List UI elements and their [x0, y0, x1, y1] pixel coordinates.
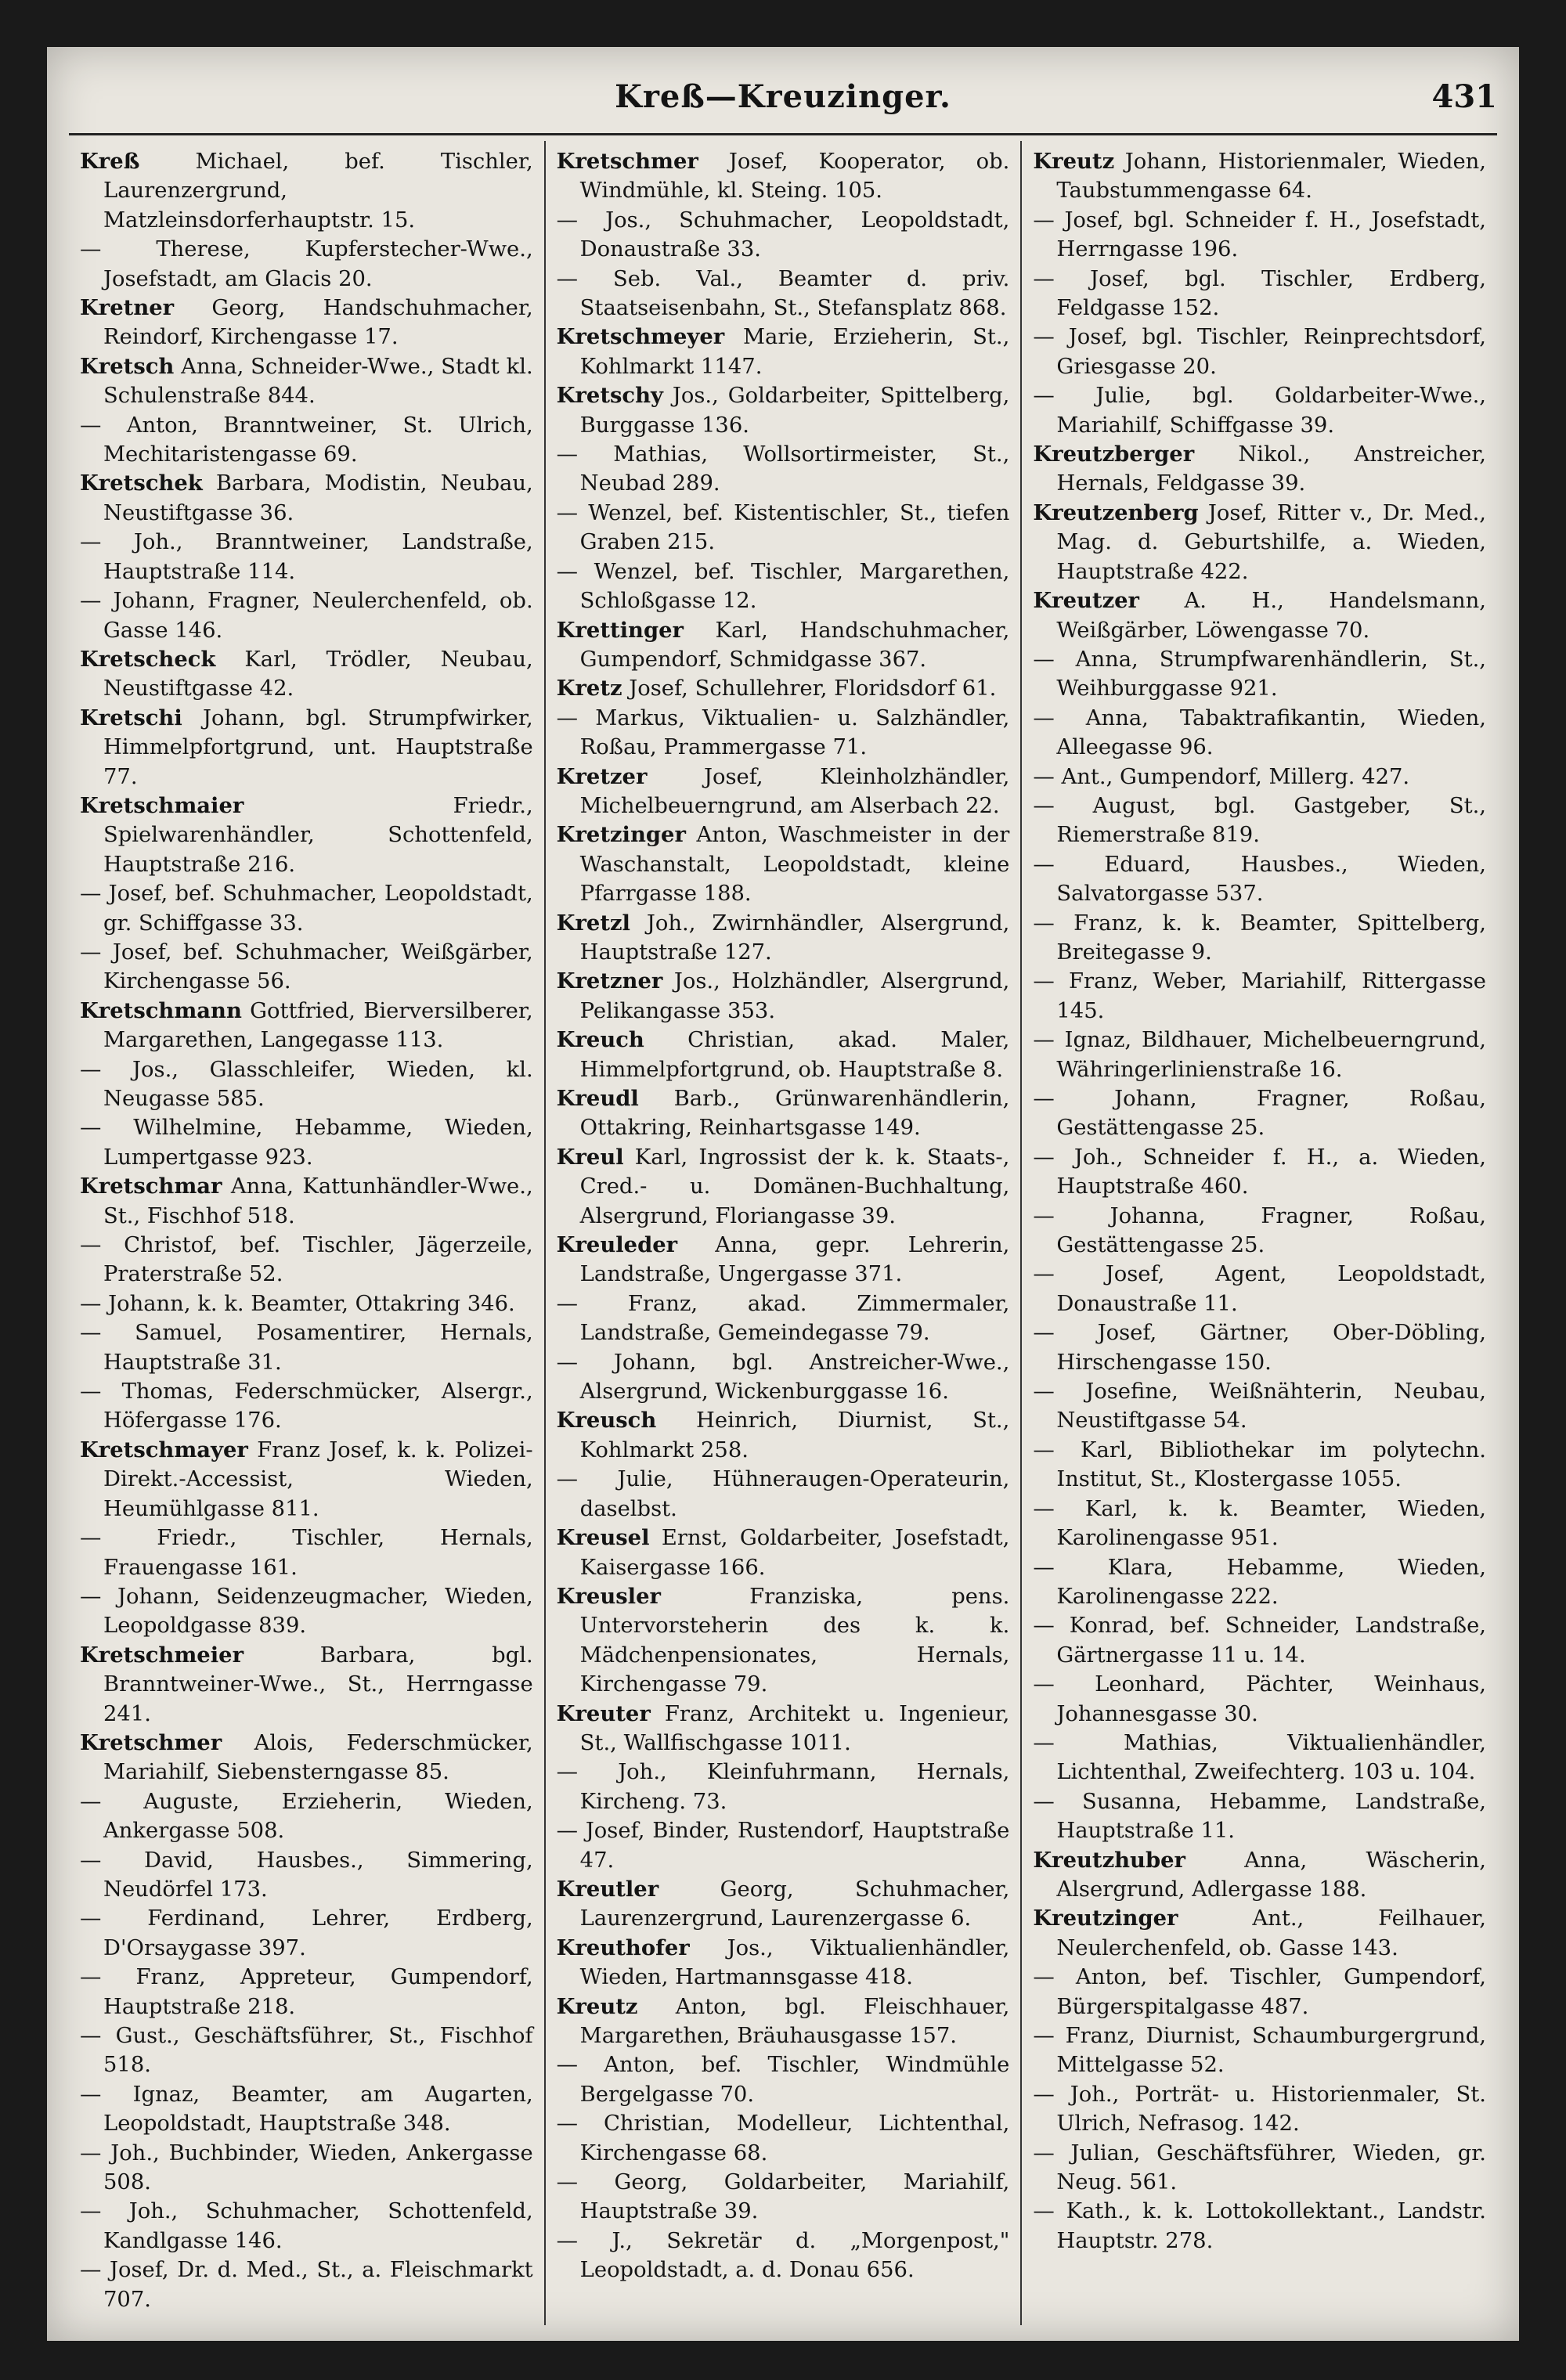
entry-surname: Kreutzberger — [1033, 442, 1195, 467]
entry-details: — Gust., Geschäftsführer, St., Fischhof 518. — [80, 2024, 533, 2078]
entry-details: — Josef, bgl. Schneider f. H., Josefstadt, Herrngasse 196. — [1033, 207, 1487, 262]
directory-entry — [80, 411, 533, 470]
entry-details: — Jos., Glasschleifer, Wieden, kl. Neugasse 585. — [80, 1057, 533, 1111]
entry-details: Jos., Goldarbeiter, Spittelberg, Burggasse 136. — [579, 384, 1010, 438]
entry-details: Barb., Grünwarenhändlerin, Ottakring, Reinhartsgasse 149. — [579, 1087, 1010, 1141]
directory-entry — [557, 1406, 1010, 1465]
directory-entry — [1033, 967, 1486, 1026]
directory-entry — [557, 265, 1010, 323]
directory-entry — [557, 381, 1010, 440]
directory-entry — [557, 704, 1010, 763]
entry-details: — Josef, Agent, Leopoldstadt, Donaustraße 11. — [1033, 1262, 1487, 1316]
entry-details: Heinrich, Diurnist, St., Kohlmarkt 258. — [579, 1408, 1010, 1462]
directory-entry — [557, 967, 1010, 1026]
directory-entry — [1033, 2197, 1486, 2256]
directory-entry — [557, 2050, 1010, 2109]
entry-details: — Josef, Gärtner, Ober-Döbling, Hirschengasse 150. — [1033, 1321, 1487, 1375]
entry-surname: Kreuleder — [556, 1232, 678, 1258]
directory-entry — [80, 1963, 533, 2021]
directory-column-1 — [69, 141, 544, 2325]
directory-entry — [80, 879, 533, 938]
entry-details: — Franz, Weber, Mariahilf, Rittergasse 145. — [1033, 969, 1487, 1023]
directory-entry — [557, 1524, 1010, 1582]
entry-details: — David, Hausbes., Simmering, Neudörfel 173. — [80, 1848, 533, 1902]
directory-entry — [557, 1816, 1010, 1875]
entry-surname: Kretz — [556, 676, 622, 701]
entry-details: Josef, Schullehrer, Floridsdorf 61. — [622, 676, 997, 701]
directory-entry — [80, 1729, 533, 1787]
entry-details: Alois, Federschmücker, Mariahilf, Siebensterngasse 85. — [103, 1730, 533, 1785]
directory-entry — [557, 323, 1010, 381]
entry-details: — Julie, Hühneraugen-Operateurin, daselbst. — [556, 1467, 1010, 1521]
directory-entry — [1033, 1553, 1486, 1612]
directory-entry — [80, 1524, 533, 1582]
directory-entry — [1033, 763, 1486, 792]
entry-details: — Mathias, Wollsortirmeister, St., Neubad 289. — [556, 442, 1010, 496]
directory-entry — [1033, 499, 1486, 586]
entry-surname: Kretschmann — [80, 997, 242, 1023]
entry-details: Josef, Kooperator, ob. Windmühle, kl. Steing. 105. — [579, 150, 1010, 204]
entry-surname: Krettinger — [556, 617, 684, 643]
entry-details: — Josefine, Weißnähterin, Neubau, Neustiftgasse 54. — [1033, 1379, 1487, 1433]
directory-entry — [557, 1875, 1010, 1934]
page-number: 431 — [1431, 78, 1497, 115]
entry-details: Nikol., Anstreicher, Hernals, Feldgasse 39. — [1056, 442, 1487, 496]
entry-details: — Johanna, Fragner, Roßau, Gestättengasse 25. — [1033, 1203, 1487, 1258]
entry-details: — Klara, Hebamme, Wieden, Karolinengasse 222. — [1033, 1555, 1487, 1609]
entry-details: Joh., Zwirnhändler, Alsergrund, Hauptstraße 127. — [579, 911, 1010, 965]
entry-surname: Kretschi — [80, 705, 182, 730]
directory-entry — [1033, 850, 1486, 909]
directory-entry — [1033, 1436, 1486, 1495]
directory-entry — [80, 1904, 533, 1963]
directory-entry — [557, 2168, 1010, 2227]
directory-entry — [80, 1055, 533, 1114]
directory-entry — [1033, 2139, 1486, 2198]
entry-details: — Christian, Modelleur, Lichtenthal, Kirchengasse 68. — [556, 2111, 1010, 2165]
directory-entry — [557, 1084, 1010, 1143]
directory-entry — [80, 235, 533, 294]
entry-surname: Kreusch — [556, 1408, 657, 1433]
entry-surname: Kretscheck — [80, 646, 216, 672]
entry-surname: Kreusel — [556, 1525, 650, 1551]
entry-details: — Kath., k. k. Lottokollektant., Landstr. Hauptstr. 278. — [1033, 2199, 1487, 2253]
directory-entry — [1033, 1202, 1486, 1260]
entry-details: — Markus, Viktualien- u. Salzhändler, Roßau, Prammergasse 71. — [556, 705, 1010, 760]
directory-entry — [1033, 1670, 1486, 1729]
entry-details: — Seb. Val., Beamter d. priv. Staatseisenbahn, St., Stefansplatz 868. — [556, 266, 1010, 321]
entry-details: — August, bgl. Gastgeber, St., Riemerstraße 819. — [1033, 793, 1487, 848]
directory-entry — [80, 2021, 533, 2080]
entry-details: Johann, Historienmaler, Wieden, Taubstummengasse 64. — [1056, 150, 1487, 204]
directory-entry — [80, 792, 533, 879]
entry-details: Josef, Kleinholzhändler, Michelbeuerngrund, am Alserbach 22. — [579, 764, 1010, 818]
entry-surname: Kreutz — [556, 1993, 638, 2019]
entry-details: A. H., Handelsmann, Weißgärber, Löwengasse 70. — [1056, 589, 1487, 643]
entry-surname: Kreutzhuber — [1033, 1847, 1185, 1873]
entry-details: — Anton, bef. Tischler, Windmühle Bergelgasse 70. — [556, 2053, 1010, 2107]
entry-details: Ant., Feilhauer, Neulerchenfeld, ob. Gasse 143. — [1056, 1906, 1487, 1960]
book-page — [47, 47, 1519, 2341]
entry-details: — Julian, Geschäftsführer, Wieden, gr. Neug. 561. — [1033, 2140, 1487, 2195]
directory-entry — [1033, 1904, 1486, 1963]
directory-entry — [557, 1348, 1010, 1407]
directory-entry — [80, 997, 533, 1055]
entry-details: — Joh., Branntweiner, Landstraße, Hauptstraße 114. — [80, 530, 533, 584]
directory-entry — [557, 1582, 1010, 1700]
entry-details: — Ignaz, Beamter, am Augarten, Leopoldstadt, Hauptstraße 348. — [80, 2082, 533, 2137]
directory-entry — [557, 557, 1010, 616]
entry-details: — Christof, bef. Tischler, Jägerzeile, Praterstraße 52. — [80, 1233, 533, 1287]
entry-details: — Franz, Diurnist, Schaumburgergrund, Mittelgasse 52. — [1033, 2024, 1487, 2078]
entry-details: — Ferdinand, Lehrer, Erdberg, D'Orsaygasse 397. — [80, 1906, 533, 1960]
directory-entry — [80, 352, 533, 411]
entry-details: — J., Sekretär d. „Morgenpost," Leopoldstadt, a. d. Donau 656. — [556, 2228, 1010, 2283]
entry-details: Jos., Holzhändler, Alsergrund, Pelikangasse 353. — [579, 969, 1010, 1023]
entry-details: — Josef, bgl. Tischler, Reinprechtsdorf, Griesgasse 20. — [1033, 325, 1487, 379]
entry-surname: Kreutzer — [1033, 588, 1139, 614]
entry-surname: Kreutzenberg — [1033, 499, 1199, 525]
directory-entry — [80, 1231, 533, 1289]
entry-surname: Kreul — [556, 1144, 624, 1170]
entry-details: — Johann, k. k. Beamter, Ottakring 346. — [80, 1291, 515, 1316]
entry-details: — Georg, Goldarbeiter, Mariahilf, Hauptstraße 39. — [556, 2170, 1010, 2224]
directory-entry — [80, 1113, 533, 1172]
entry-surname: Kretschy — [556, 383, 663, 409]
entry-details: — Samuel, Posamentirer, Hernals, Hauptstraße 31. — [80, 1321, 533, 1375]
directory-entry — [557, 2109, 1010, 2168]
directory-entry — [1033, 792, 1486, 850]
entry-surname: Kreuch — [556, 1027, 644, 1053]
directory-entry — [1033, 586, 1486, 645]
directory-entry — [557, 1992, 1010, 2051]
entry-details: — Auguste, Erzieherin, Wieden, Ankergasse 508. — [80, 1789, 533, 1844]
directory-entry — [80, 528, 533, 586]
directory-entry — [1033, 1084, 1486, 1143]
entry-details: Marie, Erzieherin, St., Kohlmarkt 1147. — [579, 325, 1010, 379]
entry-details: Karl, Handschuhmacher, Gumpendorf, Schmidgasse 367. — [579, 618, 1010, 672]
entry-details: Franziska, pens. Untervorsteherin des k. k. Mädchenpensionates, Hernals, Kirchengasse 79. — [579, 1584, 1010, 1697]
entry-details: — Joh., Kleinfuhrmann, Hernals, Kircheng. 73. — [556, 1760, 1010, 1814]
directory-entry — [80, 1582, 533, 1641]
entry-surname: Kretschmayer — [80, 1437, 248, 1462]
entry-details: Anna, gepr. Lehrerin, Landstraße, Ungergasse 371. — [579, 1233, 1010, 1287]
directory-entry — [1033, 206, 1486, 265]
directory-entry — [1033, 1846, 1486, 1905]
entry-details: — Joh., Porträt- u. Historienmaler, St. Ulrich, Nefrasog. 142. — [1033, 2082, 1487, 2137]
directory-entry — [1033, 1611, 1486, 1670]
entry-details: — Wenzel, bef. Kistentischler, St., tiefen Graben 215. — [556, 500, 1010, 555]
entry-details: — Leonhard, Pächter, Weinhaus, Johannesgasse 30. — [1033, 1672, 1487, 1726]
directory-entry — [1033, 1318, 1486, 1377]
directory-entry — [80, 2139, 533, 2198]
entry-surname: Kretzl — [556, 910, 630, 936]
entry-details: — Karl, Bibliothekar im polytechn. Institut, St., Klostergasse 1055. — [1033, 1437, 1487, 1492]
directory-entry — [80, 1787, 533, 1846]
entry-details: — Joh., Schuhmacher, Schottenfeld, Kandlgasse 146. — [80, 2199, 533, 2253]
entry-details: — Karl, k. k. Beamter, Wieden, Karolinengasse 951. — [1033, 1496, 1487, 1551]
entry-details: — Franz, k. k. Beamter, Spittelberg, Breitegasse 9. — [1033, 911, 1487, 965]
entry-surname: Kreuthofer — [556, 1935, 690, 1960]
directory-entry — [557, 1143, 1010, 1231]
directory-entry — [1033, 2080, 1486, 2139]
entry-details: Gottfried, Bierversilberer, Margarethen, Langegasse 113. — [103, 998, 533, 1053]
entry-details: Michael, bef. Tischler, Laurenzergrund, Matzleinsdorferhauptstr. 15. — [103, 150, 533, 233]
entry-details: — Anton, Branntweiner, St. Ulrich, Mechitaristengasse 69. — [80, 413, 533, 467]
directory-entry — [557, 820, 1010, 908]
directory-entry — [80, 1318, 533, 1377]
directory-entry — [557, 499, 1010, 557]
directory-entry — [80, 586, 533, 645]
entry-surname: Kretschmer — [80, 1729, 222, 1755]
entry-surname: Kreuter — [556, 1700, 651, 1726]
directory-entry — [1033, 147, 1486, 206]
directory-entry — [557, 616, 1010, 675]
entry-details: Franz Josef, k. k. Polizei-Direkt.-Accessist, Wieden, Heumühlgasse 811. — [103, 1437, 533, 1521]
entry-details: Anton, bgl. Fleischhauer, Margarethen, Bräuhausgasse 157. — [579, 1994, 1010, 2048]
entry-details: — Anna, Tabaktrafikantin, Wieden, Alleegasse 96. — [1033, 705, 1487, 760]
entry-details: — Josef, bgl. Tischler, Erdberg, Feldgasse 152. — [1033, 266, 1487, 321]
entry-surname: Kretschek — [80, 471, 203, 496]
directory-entry — [557, 909, 1010, 968]
directory-entry — [557, 1758, 1010, 1816]
entry-details: — Anna, Strumpfwarenhändlerin, St., Weihburggasse 921. — [1033, 647, 1487, 701]
entry-details: Anna, Kattunhändler-Wwe., St., Fischhof 518. — [103, 1174, 533, 1228]
directory-entry — [557, 1465, 1010, 1524]
directory-column-3 — [1020, 141, 1497, 2325]
entry-surname: Kreusler — [556, 1583, 661, 1609]
directory-entry — [80, 1436, 533, 1524]
directory-entry — [1033, 381, 1486, 440]
directory-entry — [557, 206, 1010, 265]
directory-entry — [557, 1934, 1010, 1992]
entry-details: Georg, Schuhmacher, Laurenzergrund, Laurenzergasse 6. — [579, 1877, 1010, 1931]
entry-details: — Franz, Appreteur, Gumpendorf, Hauptstraße 218. — [80, 1965, 533, 2019]
entry-surname: Kretschmer — [556, 149, 698, 174]
directory-entry — [1033, 1260, 1486, 1318]
entry-details: Barbara, Modistin, Neubau, Neustiftgasse 36. — [103, 471, 533, 525]
directory-entry — [1033, 1495, 1486, 1553]
entry-details: — Susanna, Hebamme, Landstraße, Hauptstraße 11. — [1033, 1789, 1487, 1844]
entry-details: — Wilhelmine, Hebamme, Wieden, Lumpertgasse 923. — [80, 1116, 533, 1170]
directory-columns — [69, 141, 1497, 2325]
directory-entry — [1033, 2021, 1486, 2080]
entry-details: — Josef, bef. Schuhmacher, Leopoldstadt, gr. Schiffgasse 33. — [80, 882, 533, 936]
directory-entry — [557, 2227, 1010, 2285]
entry-details: — Julie, bgl. Goldarbeiter-Wwe., Mariahilf, Schiffgasse 39. — [1033, 384, 1487, 438]
entry-details: — Johann, Seidenzeugmacher, Wieden, Leopoldgasse 839. — [80, 1584, 533, 1639]
directory-entry — [80, 469, 533, 528]
entry-details: Georg, Handschuhmacher, Reindorf, Kirchengasse 17. — [103, 296, 533, 350]
directory-entry — [557, 1026, 1010, 1084]
entry-surname: Kretner — [80, 295, 175, 321]
entry-surname: Kretschmar — [80, 1174, 222, 1199]
entry-details: Anton, Waschmeister in der Waschanstalt, Leopoldstadt, kleine Pfarrgasse 188. — [579, 823, 1010, 907]
entry-details: — Wenzel, bef. Tischler, Margarethen, Schloßgasse 12. — [556, 559, 1010, 614]
entry-details: Anna, Schneider-Wwe., Stadt kl. Schulenstraße 844. — [103, 354, 533, 409]
directory-entry — [80, 294, 533, 352]
directory-entry — [80, 1641, 533, 1729]
page-header — [69, 78, 1497, 135]
directory-entry — [1033, 1026, 1486, 1084]
directory-entry — [557, 763, 1010, 821]
directory-entry — [557, 147, 1010, 206]
entry-details: — Joh., Buchbinder, Wieden, Ankergasse 508. — [80, 2140, 533, 2195]
directory-entry — [557, 440, 1010, 499]
entry-surname: Kretsch — [80, 353, 175, 379]
entry-details: — Josef, bef. Schuhmacher, Weißgärber, Kirchengasse 56. — [80, 939, 533, 994]
entry-details: — Joh., Schneider f. H., a. Wieden, Hauptstraße 460. — [1033, 1145, 1487, 1199]
entry-surname: Kreutzinger — [1033, 1906, 1178, 1931]
directory-entry — [557, 674, 1010, 703]
entry-details: Josef, Ritter v., Dr. Med., Mag. d. Geburtshilfe, a. Wieden, Hauptstraße 422. — [1056, 500, 1487, 584]
entry-details: — Thomas, Federschmücker, Alsergr., Höfergasse 176. — [80, 1379, 533, 1433]
directory-entry — [1033, 265, 1486, 323]
entry-details: — Johann, bgl. Anstreicher-Wwe., Alsergrund, Wickenburggasse 16. — [556, 1350, 1010, 1405]
entry-details: Karl, Trödler, Neubau, Neustiftgasse 42. — [103, 647, 533, 701]
entry-details: — Ant., Gumpendorf, Millerg. 427. — [1033, 764, 1410, 789]
directory-entry — [1033, 323, 1486, 381]
directory-entry — [557, 1231, 1010, 1289]
directory-entry — [80, 147, 533, 235]
entry-details: Jos., Viktualienhändler, Wieden, Hartmannsgasse 418. — [579, 1935, 1010, 1990]
entry-details: — Konrad, bef. Schneider, Landstraße, Gärtnergasse 11 u. 14. — [1033, 1614, 1487, 1668]
directory-entry — [80, 2256, 533, 2314]
directory-entry — [80, 1846, 533, 1905]
entry-surname: Kretschmeier — [80, 1642, 244, 1668]
entry-details: — Mathias, Viktualienhändler, Lichtenthal, Zweifechterg. 103 u. 104. — [1033, 1730, 1487, 1785]
entry-details: — Johann, Fragner, Neulerchenfeld, ob. Gasse 146. — [80, 589, 533, 643]
entry-details: — Therese, Kupferstecher-Wwe., Josefstadt, am Glacis 20. — [80, 237, 533, 291]
entry-details: — Josef, Dr. d. Med., St., a. Fleischmarkt 707. — [80, 2258, 533, 2312]
entry-details: Barbara, bgl. Branntweiner-Wwe., St., Herrngasse 241. — [103, 1643, 533, 1726]
directory-entry — [80, 2197, 533, 2256]
entry-details: — Franz, akad. Zimmermaler, Landstraße, Gemeindegasse 79. — [556, 1291, 1010, 1346]
entry-surname: Kretzner — [556, 968, 663, 994]
directory-entry — [1033, 1729, 1486, 1787]
entry-surname: Kreutz — [1033, 149, 1115, 174]
directory-entry — [1033, 645, 1486, 704]
directory-entry — [1033, 1787, 1486, 1846]
directory-entry — [1033, 1963, 1486, 2021]
directory-entry — [1033, 1143, 1486, 1202]
directory-entry — [80, 704, 533, 792]
entry-details: — Johann, Fragner, Roßau, Gestättengasse 25. — [1033, 1087, 1487, 1141]
entry-surname: Kreutler — [556, 1876, 659, 1902]
entry-details: Johann, bgl. Strumpfwirker, Himmelpfortgrund, unt. Hauptstraße 77. — [103, 705, 533, 789]
entry-details: — Ignaz, Bildhauer, Michelbeuerngrund, Währingerlinienstraße 16. — [1033, 1028, 1487, 1082]
entry-surname: Kretschmeyer — [556, 324, 725, 350]
directory-entry — [1033, 704, 1486, 763]
directory-entry — [1033, 1377, 1486, 1436]
entry-surname: Kreudl — [556, 1086, 639, 1111]
directory-entry — [557, 1700, 1010, 1758]
running-title: Kreß—Kreuzinger. — [615, 78, 951, 115]
entry-surname: Kretzinger — [556, 822, 686, 848]
directory-entry — [80, 1289, 533, 1318]
entry-details: — Josef, Binder, Rustendorf, Hauptstraße 47. — [556, 1819, 1010, 1873]
entry-details: Friedr., Spielwarenhändler, Schottenfeld, Hauptstraße 216. — [103, 793, 533, 877]
entry-details: Christian, akad. Maler, Himmelpfortgrund, ob. Hauptstraße 8. — [579, 1028, 1010, 1082]
directory-column-2 — [544, 141, 1021, 2325]
directory-entry — [1033, 440, 1486, 499]
entry-details: Franz, Architekt u. Ingenieur, St., Wallfischgasse 1011. — [579, 1701, 1010, 1755]
entry-details: — Friedr., Tischler, Hernals, Frauengasse 161. — [80, 1526, 533, 1580]
entry-details: — Jos., Schuhmacher, Leopoldstadt, Donaustraße 33. — [556, 207, 1010, 262]
directory-entry — [1033, 909, 1486, 968]
directory-entry — [80, 1377, 533, 1436]
entry-details: Karl, Ingrossist der k. k. Staats-, Cred.- u. Domänen-Buchhaltung, Alsergrund, Floriangasse 39. — [579, 1145, 1010, 1228]
entry-details: — Eduard, Hausbes., Wieden, Salvatorgasse 537. — [1033, 852, 1487, 907]
entry-details: Ernst, Goldarbeiter, Josefstadt, Kaisergasse 166. — [579, 1526, 1010, 1580]
directory-entry — [80, 938, 533, 997]
entry-surname: Kreß — [80, 149, 140, 174]
entry-details: — Anton, bef. Tischler, Gumpendorf, Bürgerspitalgasse 487. — [1033, 1965, 1487, 2019]
entry-surname: Kretschmaier — [80, 792, 244, 818]
entry-surname: Kretzer — [556, 763, 648, 789]
directory-entry — [80, 2080, 533, 2139]
entry-details: Anna, Wäscherin, Alsergrund, Adlergasse 188. — [1056, 1848, 1487, 1902]
directory-entry — [557, 1289, 1010, 1348]
directory-entry — [80, 645, 533, 704]
directory-entry — [80, 1172, 533, 1231]
